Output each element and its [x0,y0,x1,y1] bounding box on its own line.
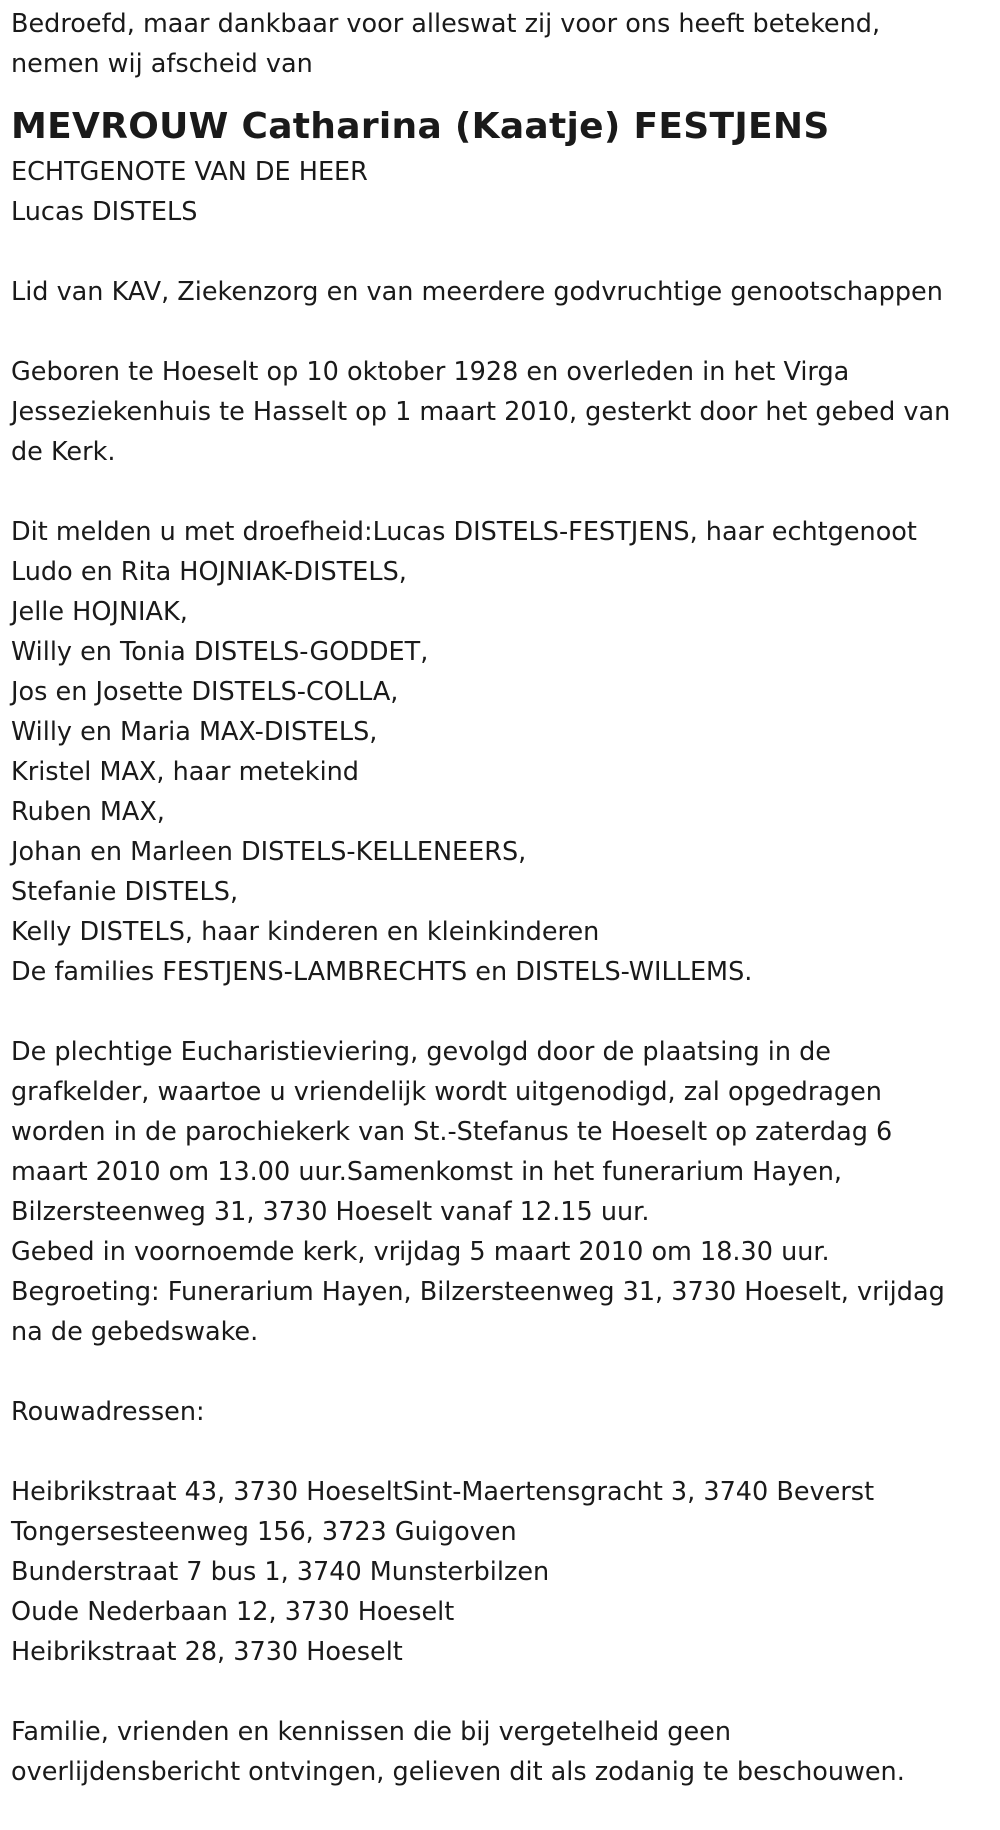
intro-section [11,4,985,84]
spacer [11,992,985,1032]
spouse-line: Lucas DISTELS [11,197,198,227]
membership-line: Lid van KAV, Ziekenzorg en van meerdere godvruchtige genootschappen [11,277,943,307]
address-line: Oude Nederbaan 12, 3730 Hoeselt [11,1597,455,1627]
spacer [11,232,985,272]
spouse-section [11,152,985,232]
family-line: Ruben MAX, [11,797,165,827]
birth-death-section [11,352,985,472]
family-line: Ludo en Rita HOJNIAK-DISTELS, [11,557,407,587]
birth-death-line: de Kerk. [11,437,116,467]
spacer [11,472,985,512]
address-line: Heibrikstraat 43, 3730 HoeseltSint-Maertensgracht 3, 3740 Beverst [11,1477,875,1507]
addresses-section [11,1472,985,1672]
ceremony-line: Begroeting: Funerarium Hayen, Bilzersteenweg 31, 3730 Hoeselt, vrijdag [11,1277,945,1307]
closing-line: overlijdensbericht ontvingen, gelieven dit als zodanig te beschouwen. [11,1757,905,1787]
family-line: Jos en Josette DISTELS-COLLA, [11,677,399,707]
closing-section [11,1712,985,1792]
ceremony-line: maart 2010 om 13.00 uur.Samenkomst in het funerarium Hayen, [11,1157,843,1187]
family-line: Kelly DISTELS, haar kinderen en kleinkinderen [11,917,600,947]
ceremony-section [11,1032,985,1352]
family-section [11,512,985,992]
address-line: Bunderstraat 7 bus 1, 3740 Munsterbilzen [11,1557,550,1587]
ceremony-line: Gebed in voornoemde kerk, vrijdag 5 maart 2010 om 18.30 uur. [11,1237,830,1267]
ceremony-line: De plechtige Eucharistieviering, gevolgd door de plaatsing in de [11,1037,831,1067]
spacer [11,1432,985,1472]
family-line: Kristel MAX, haar metekind [11,757,359,787]
deceased-name: MEVROUW Catharina (Kaatje) FESTJENS [11,106,830,147]
spacer [11,312,985,352]
family-line: Dit melden u met droefheid:Lucas DISTELS-FESTJENS, haar echtgenoot [11,517,917,547]
birth-death-line: Jesseziekenhuis te Hasselt op 1 maart 2010, gesterkt door het gebed van [11,397,951,427]
spouse-line: ECHTGENOTE VAN DE HEER [11,157,368,187]
intro-line: Bedroefd, maar dankbaar voor alleswat zij voor ons heeft betekend, [11,9,881,39]
family-line: Willy en Maria MAX-DISTELS, [11,717,378,747]
ceremony-line: grafkelder, waartoe u vriendelijk wordt uitgenodigd, zal opgedragen [11,1077,882,1107]
address-line: Heibrikstraat 28, 3730 Hoeselt [11,1637,403,1667]
family-line: Johan en Marleen DISTELS-KELLENEERS, [11,837,527,867]
ceremony-line: worden in de parochiekerk van St.-Stefanus te Hoeselt op zaterdag 6 [11,1117,893,1147]
spacer [11,1672,985,1712]
family-line: Willy en Tonia DISTELS-GODDET, [11,637,429,667]
family-line: Stefanie DISTELS, [11,877,239,907]
family-line: Jelle HOJNIAK, [11,597,188,627]
birth-death-line: Geboren te Hoeselt op 10 oktober 1928 en overleden in het Virga [11,357,850,387]
ceremony-line: na de gebedswake. [11,1317,259,1347]
intro-line: nemen wij afscheid van [11,49,313,79]
ceremony-line: Bilzersteenweg 31, 3730 Hoeselt vanaf 12.15 uur. [11,1197,650,1227]
address-line: Tongersesteenweg 156, 3723 Guigoven [11,1517,517,1547]
family-line: De families FESTJENS-LAMBRECHTS en DISTELS-WILLEMS. [11,957,753,987]
spacer [11,1352,985,1392]
addresses-label: Rouwadressen: [11,1397,205,1427]
closing-line: Familie, vrienden en kennissen die bij vergetelheid geen [11,1717,731,1747]
